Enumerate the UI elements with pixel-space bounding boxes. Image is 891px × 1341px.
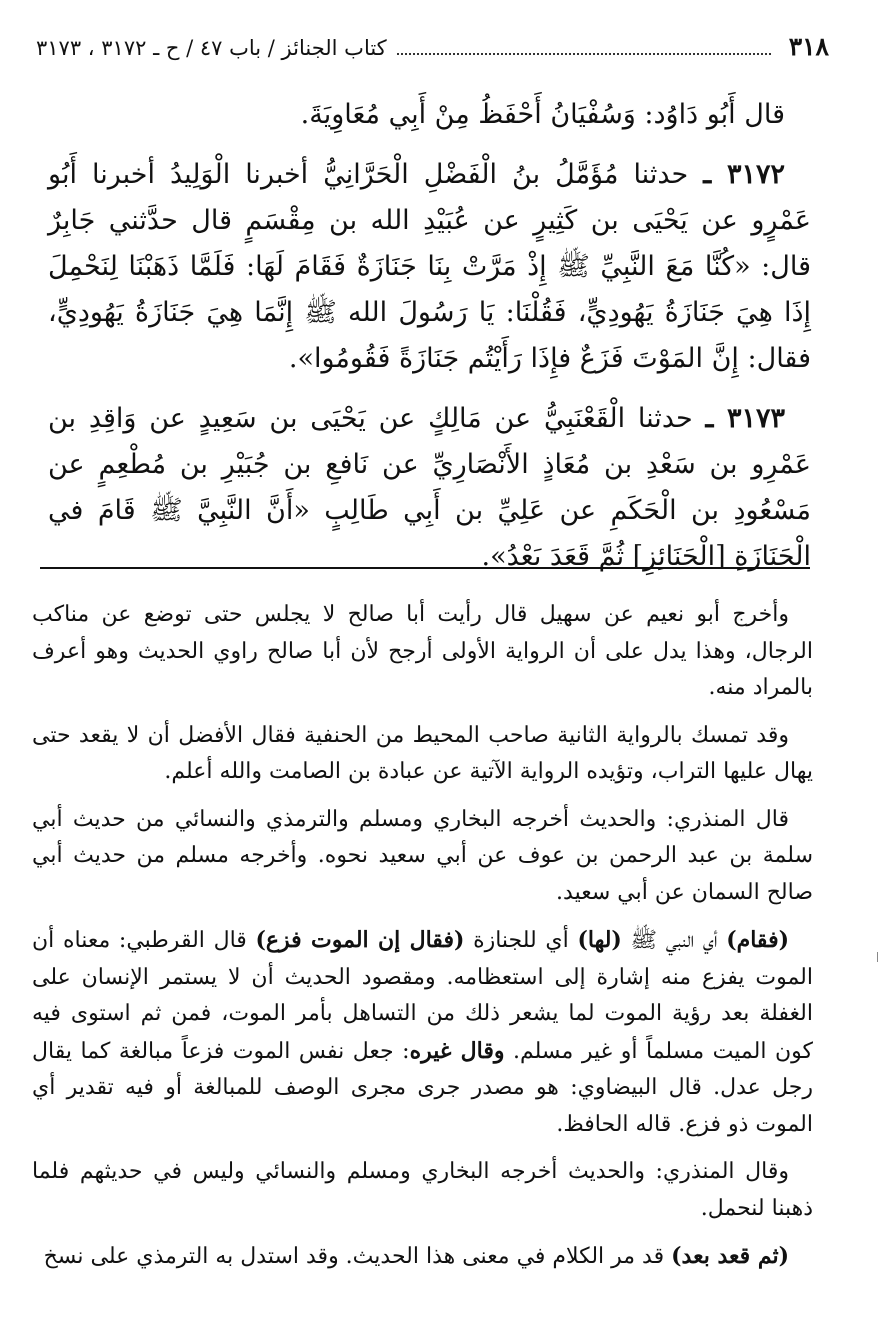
gloss-text: أي النبي ﷺ	[621, 928, 727, 953]
page-number: ٣١٨	[788, 32, 829, 61]
gloss-text: قال القرطبي: معناه أن الموت يفزع منه إشارة إلى استعظامه. ومقصود الحديث أن لا يستمر الإنسان على الغفلة بعد رؤية الموت لما يشعر ذلك من التساهل بأمر الموت، فمن ثم استوى فيه كون الميت مسلماً أو غير مسلم.	[32, 928, 813, 1064]
hadith-3172	[48, 152, 811, 382]
hadith-3173	[48, 396, 811, 580]
lemma: (لها)	[577, 927, 622, 953]
commentary-paragraph: قال المنذري: والحديث أخرجه البخاري ومسلم والترمذي والنسائي من حديث أبي سلمة بن عبد الرحمن بن عوف عن أبي سعيد نحوه. وأخرجه مسلم من حديث أبي صالح السمان عن أبي سعيد.	[32, 806, 813, 905]
gloss-text: : جعل نفس الموت فزعاً مبالغة كما يقال رجل عدل. قال البيضاوي: هو مصدر جرى مجرى الوصف للمبالغة أو فيه تقدير أي الموت ذو فزع. قاله الحافظ.	[32, 1038, 813, 1137]
scan-edge-mark	[877, 952, 878, 962]
gloss-text: قد مر الكلام في معنى هذا الحديث. وقد استدل به الترمذي على نسخ	[43, 1244, 672, 1269]
main-text	[48, 92, 811, 580]
hadith-number: ٣١٧٢ ـ	[703, 159, 785, 190]
running-header	[36, 32, 829, 66]
abu-dawud-remark: قال أَبُو دَاوُد: وَسُفْيَانُ أَحْفَظُ مِنْ أَبِي مُعَاوِيَةَ.	[300, 99, 785, 130]
gloss-text: أي للجنازة	[464, 928, 578, 953]
hadith-number: ٣١٧٣ ـ	[705, 403, 785, 434]
commentary-paragraph: وأخرج أبو نعيم عن سهيل قال رأيت أبا صالح لا يجلس حتى توضع عن مناكب الرجال، وهذا يدل على أن الرواية الأولى أرجح لأن أبا صالح راوي الحديث وهو أعرف بالمراد منه.	[32, 602, 813, 700]
commentary-paragraph	[32, 922, 813, 1143]
lemma: (ثم قعد بعد)	[671, 1243, 789, 1269]
commentary-paragraph: وقال المنذري: والحديث أخرجه البخاري ومسلم والنسائي وليس في حديثهم فلما ذهبنا لنحمل.	[32, 1159, 813, 1221]
lemma: (فقام)	[726, 927, 789, 953]
header-leader-dots	[397, 39, 771, 55]
commentary-paragraph	[32, 1238, 813, 1276]
commentary-paragraph: وقد تمسك بالرواية الثانية صاحب المحيط من الحنفية فقال الأفضل أن لا يقعد حتى يهال عليها التراب، وتؤيده الرواية الآتية عن عبادة بن الصامت والله أعلم.	[32, 722, 813, 784]
book-chapter-title: كتاب الجنائز / باب ٤٧ / ح ـ ٣١٧٢ ، ٣١٧٣	[36, 36, 387, 60]
lemma: (فقال إن الموت فزع)	[255, 927, 465, 953]
hadith-text: حدثنا مُؤَمَّلُ بنُ الْفَضْلِ الْحَرَّانِيُّ أخبرنا الْوَلِيدُ أخبرنا أَبُو عَمْرٍو عن يَحْيَى بن كَثِيرٍ عن عُبَيْدِ الله بن مِقْسَمٍ قال حدَّثني جَابِرٌ قال: «كُنَّا مَعَ النَّبِيِّ ﷺ إِذْ مَرَّتْ بِنَا جَنَازَةٌ فَقَامَ لَهَا: فَلَمَّا ذَهَبْنَا لِنَحْمِلَ إِذَا هِيَ جَنَازَةُ يَهُودِيٍّ، فَقُلْنَا: يَا رَسُولَ الله ﷺ إِنَّمَا هِيَ جَنَازَةُ يَهُودِيٍّ، فقال: إِنَّ المَوْتَ فَزَعٌ فإِذَا رَأَيْتُم جَنَازَةً فَقُومُوا».	[48, 159, 811, 374]
hadith-text: حدثنا الْقَعْنَبِيُّ عن مَالِكٍ عن يَحْيَى بن سَعِيدٍ عن وَاقِدِ بن عَمْرِو بن سَعْدِ بن مُعَاذٍ الأَنْصَارِيِّ عن نَافعِ بن جُبَيْرِ بن مُطْعِمٍ عن مَسْعُودِ بن الْحَكَمِ عن عَلِيِّ بن أَبِي طَالِبٍ «أَنَّ النَّبِيَّ ﷺ قَامَ في الْجَنَازَةِ [الْجَنَائِزِ] ثُمَّ قَعَدَ بَعْدُ».	[48, 403, 811, 572]
commentary	[32, 597, 813, 1276]
lemma: وقال غيره	[409, 1037, 505, 1064]
footnote-divider	[40, 567, 810, 569]
